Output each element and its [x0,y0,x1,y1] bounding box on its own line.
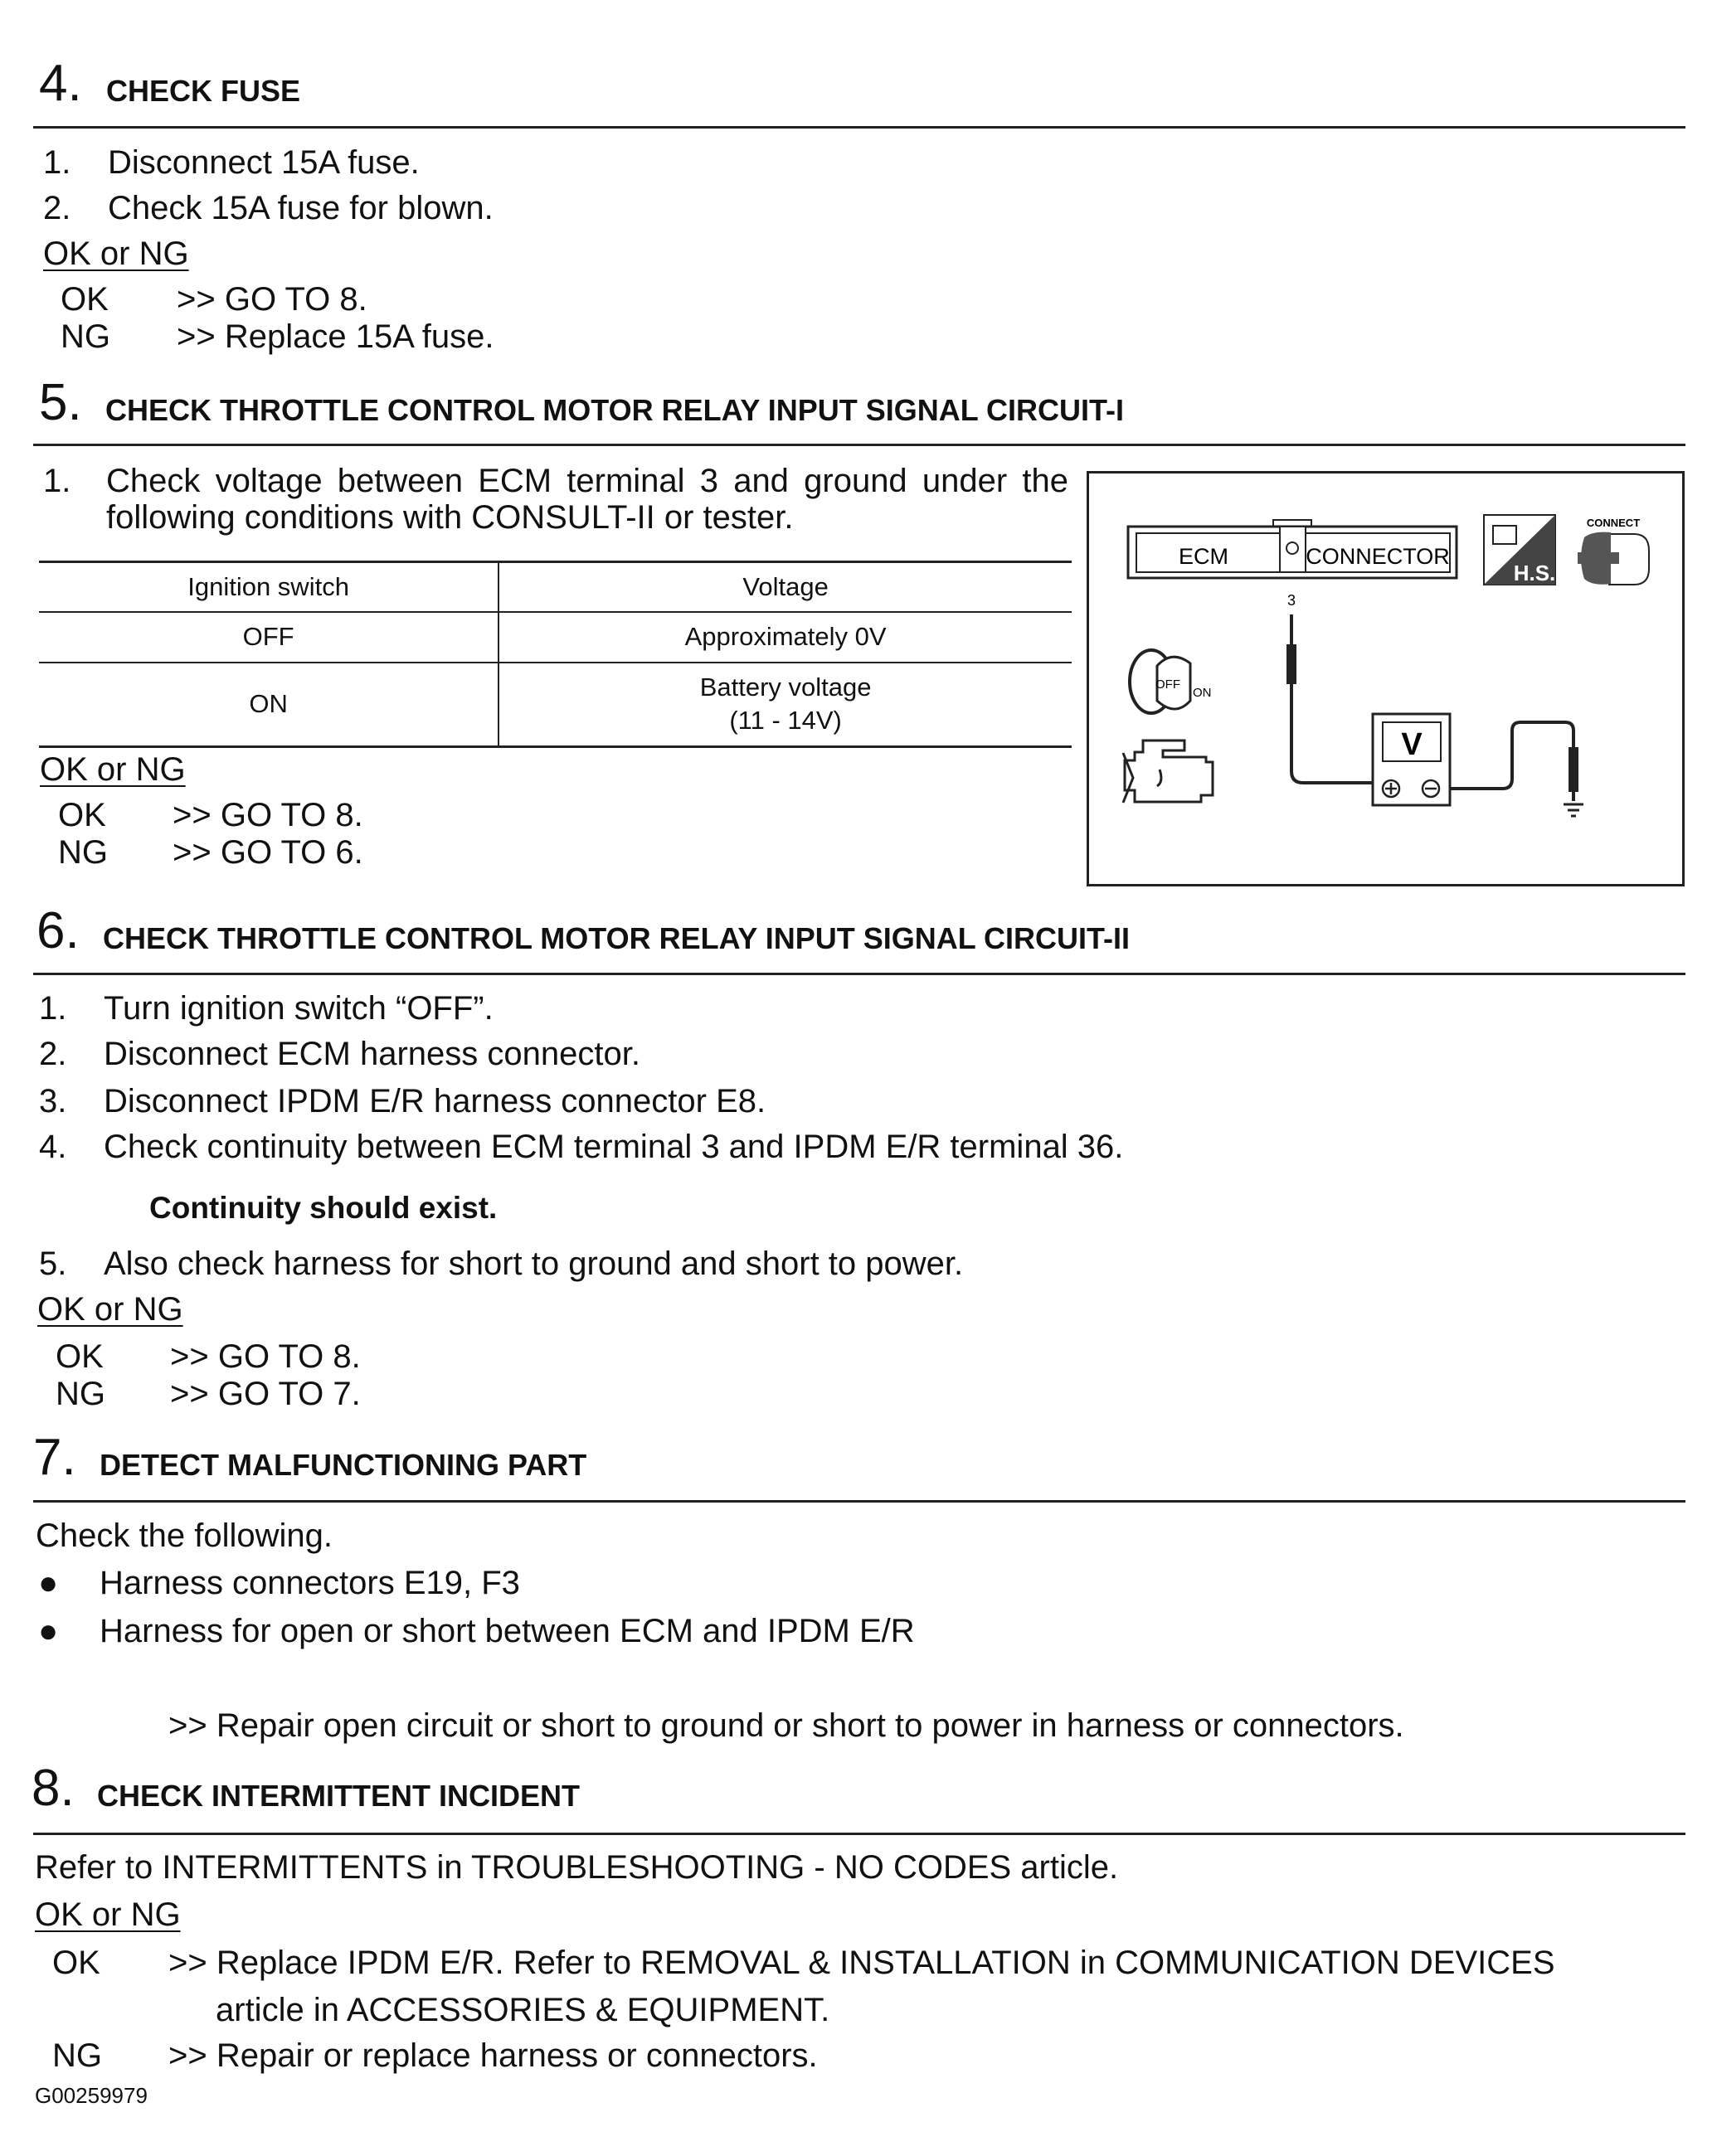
step-text: Check voltage between ECM terminal 3 and ground under the [106,463,1068,499]
connector-plug-icon [1578,532,1649,585]
table-header-row [39,562,1072,612]
intro-text: Refer to INTERMITTENTS in TROUBLESHOOTING - NO CODES article. [35,1849,1119,1886]
section-8-title: CHECK INTERMITTENT INCIDENT [97,1779,580,1813]
step-number: 2. [39,1036,67,1072]
table-row [39,663,1072,747]
step-text: Check 15A fuse for blown. [108,190,494,226]
ok-action: >> GO TO 8. [173,797,363,833]
step-text: Disconnect IPDM E/R harness connector E8. [104,1083,766,1119]
ok-ng-label: OK or NG [35,1896,181,1933]
section-6-title: CHECK THROTTLE CONTROL MOTOR RELAY INPUT SIGNAL CIRCUIT-II [103,921,1131,955]
voltage-check-diagram [1087,471,1685,886]
table-header: Voltage [499,562,1072,612]
step-number: 1. [43,463,71,499]
divider [33,973,1685,975]
table-cell: OFF [39,612,499,663]
ng-label: NG [61,318,110,355]
step-text: Also check harness for short to ground and short to power. [104,1246,964,1282]
bullet-icon: ● [38,1613,59,1649]
on-label: ON [1193,686,1212,700]
ecm-label: ECM [1179,544,1228,569]
figure-id: G00259979 [35,2083,148,2108]
divider [33,1833,1685,1835]
cell-line: (11 - 14V) [729,706,842,736]
step-number: 2. [43,190,71,226]
ok-label: OK [52,1945,100,1981]
ok-action-cont: article in ACCESSORIES & EQUIPMENT. [216,1992,830,2028]
ok-label: OK [61,281,109,318]
bullet-text: Harness for open or short between ECM and IPDM E/R [100,1613,915,1649]
ng-action: >> GO TO 6. [173,834,363,871]
section-7-title: DETECT MALFUNCTIONING PART [100,1448,587,1482]
divider [33,1500,1685,1503]
section-6-number: 6. [36,902,80,959]
ok-ng-label: OK or NG [40,751,186,788]
ok-label: OK [58,797,106,833]
ok-label: OK [56,1338,104,1375]
step-text: Disconnect ECM harness connector. [104,1036,640,1072]
ok-ng-label: OK or NG [43,236,189,272]
voltage-table [39,561,1072,748]
section-4-title: CHECK FUSE [106,74,301,108]
table-row [39,612,1072,663]
continuity-spec: Continuity should exist. [149,1191,498,1225]
table-cell: ON [39,663,499,747]
step-text: Turn ignition switch “OFF”. [104,990,494,1027]
off-label: OFF [1155,677,1180,692]
step-number: 4. [39,1129,67,1165]
table-cell [499,663,1072,747]
step-number: 3. [39,1083,67,1119]
ng-action: >> GO TO 7. [170,1376,361,1412]
ng-action: >> Replace 15A fuse. [177,318,494,355]
section-8-number: 8. [32,1760,75,1817]
ng-label: NG [56,1376,105,1412]
ng-action: >> Repair or replace harness or connectors. [168,2037,818,2074]
section-4-number: 4. [39,55,82,112]
step-number: 1. [43,144,71,181]
step-text: Check continuity between ECM terminal 3 and IPDM E/R terminal 36. [104,1129,1124,1165]
ng-label: NG [58,834,108,871]
bullet-icon: ● [38,1565,59,1601]
table-header: Ignition switch [39,562,499,612]
divider [33,444,1685,446]
step-number: 1. [39,990,67,1027]
ng-label: NG [52,2037,102,2074]
section-5-number: 5. [39,374,82,431]
bullet-text: Harness connectors E19, F3 [100,1565,520,1601]
intro-text: Check the following. [36,1517,333,1554]
voltmeter [1373,714,1450,805]
table-cell: Approximately 0V [499,612,1072,663]
connect-label: CONNECT [1586,517,1641,529]
section-7-number: 7. [33,1429,76,1486]
step-text-cont: following conditions with CONSULT-II or tester. [106,499,794,536]
harness-side-icon [1484,515,1555,585]
ok-action: >> Replace IPDM E/R. Refer to REMOVAL & INSTALLATION in COMMUNICATION DEVICES [168,1945,1555,1981]
step-number: 5. [39,1246,67,1282]
ok-action: >> GO TO 8. [177,281,367,318]
ok-action: >> GO TO 8. [170,1338,361,1375]
hs-label: H.S. [1513,561,1556,585]
ok-ng-label: OK or NG [37,1291,183,1328]
connector-label: CONNECTOR [1306,544,1450,569]
section-5-title: CHECK THROTTLE CONTROL MOTOR RELAY INPUT SIGNAL CIRCUIT-I [105,393,1125,427]
repair-action: >> Repair open circuit or short to ground or short to power in harness or connectors. [168,1707,1404,1744]
terminal-number: 3 [1286,592,1296,609]
divider [33,126,1685,129]
meter-label: V [1401,727,1423,762]
cell-line: Battery voltage [699,672,872,702]
step-text: Disconnect 15A fuse. [108,144,420,181]
ecm-connector [1128,520,1457,578]
